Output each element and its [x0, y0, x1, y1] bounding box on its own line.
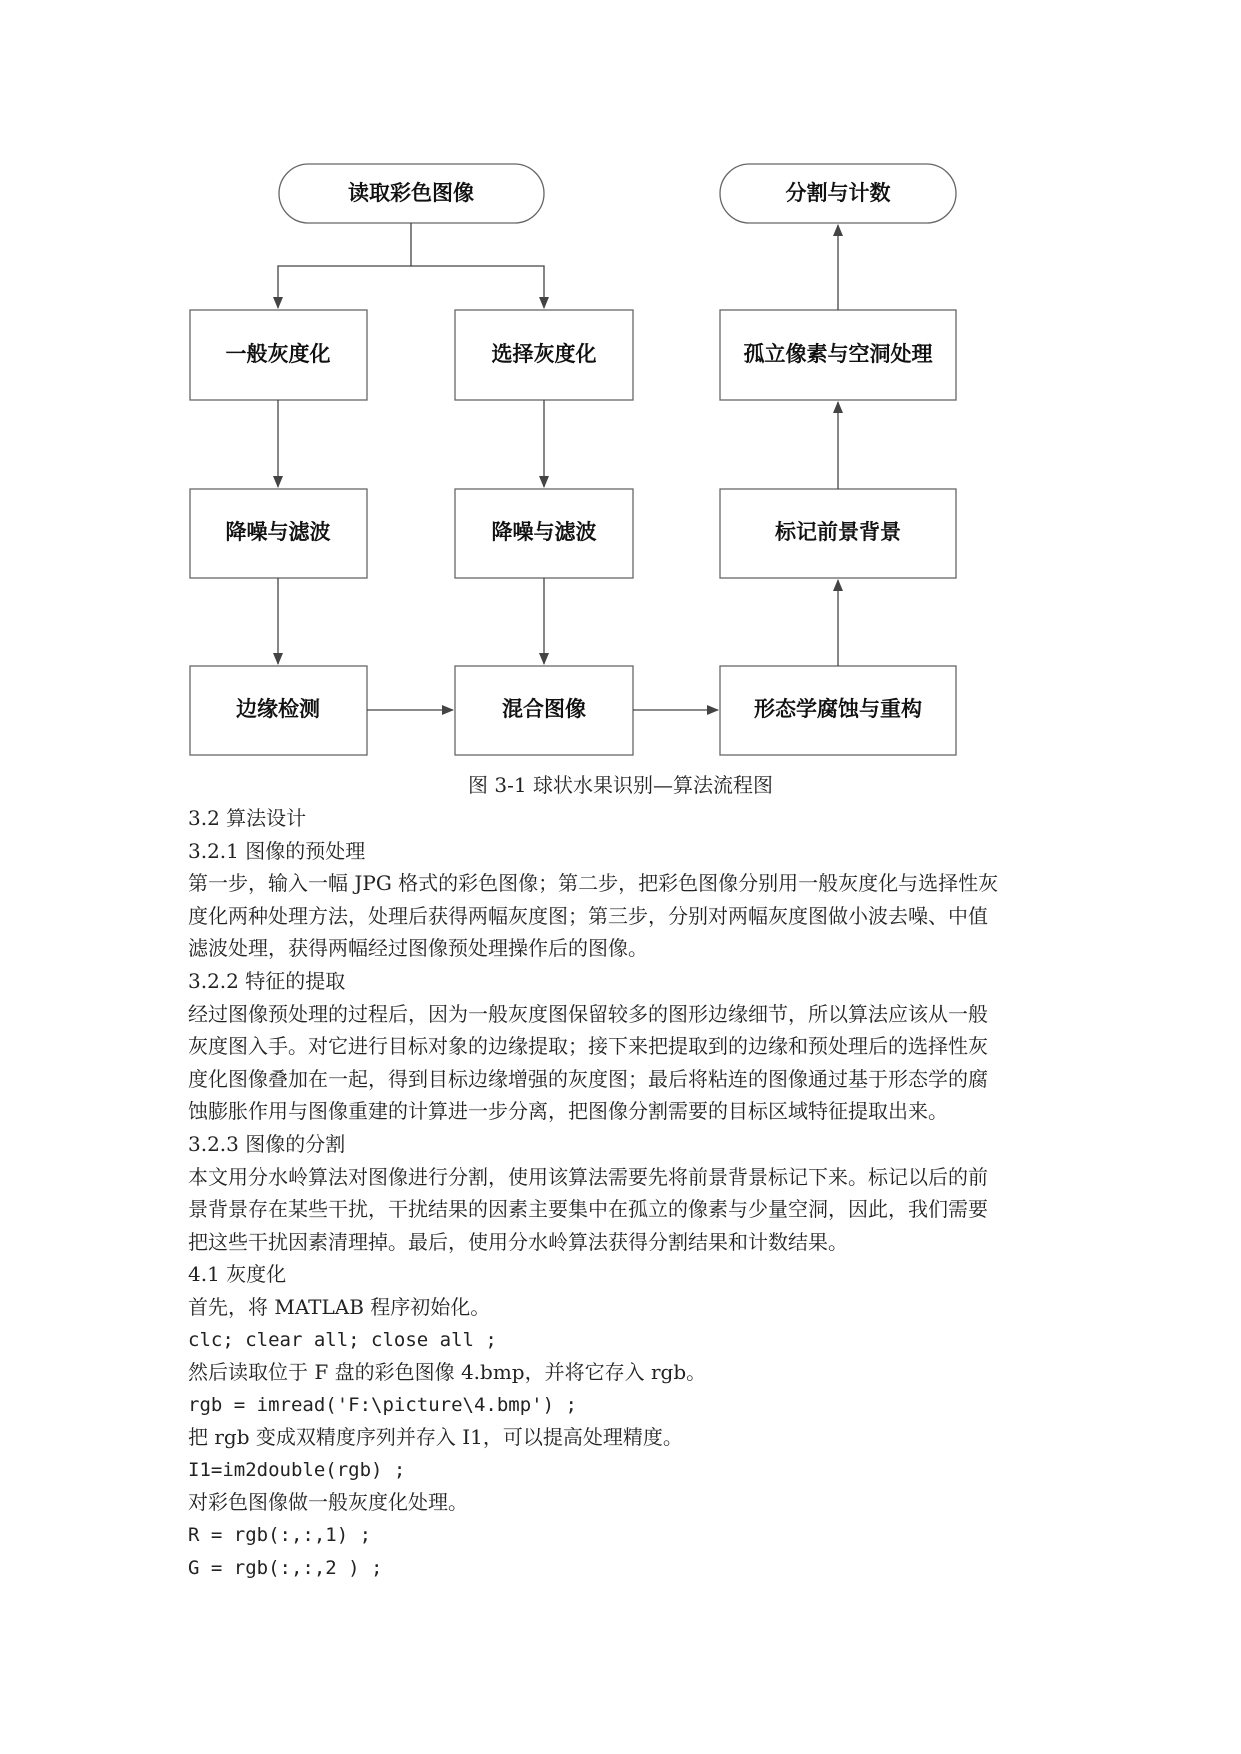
heading-3-2-1: 3.2.1 图像的预处理 [188, 838, 366, 863]
algorithm-flowchart [0, 0, 1241, 780]
node-morphology-label: 形态学腐蚀与重构 [754, 697, 922, 721]
paragraph-preprocess-line: 度化两种处理方法，处理后获得两幅灰度图；第三步，分别对两幅灰度图做小波去噪、中值 [188, 903, 988, 928]
paragraph-feature-line: 灰度图入手。对它进行目标对象的边缘提取；接下来把提取到的边缘和预处理后的选择性灰 [188, 1034, 988, 1059]
node-denoise-mid-label: 降噪与滤波 [491, 520, 597, 544]
paragraph-preprocess-line: 第一步，输入一幅 JPG 格式的彩色图像；第二步，把彩色图像分别用一般灰度化与选择性灰 [188, 871, 999, 896]
node-mix-image-label: 混合图像 [502, 697, 586, 721]
node-general-gray-label: 一般灰度化 [225, 342, 331, 366]
node-edge-detect-label: 边缘检测 [236, 697, 320, 721]
heading-3-2-2: 3.2.2 特征的提取 [188, 968, 346, 993]
paragraph-preprocess-line: 滤波处理，获得两幅经过图像预处理操作后的图像。 [188, 936, 648, 961]
code-line-red: R = rgb(:,:,1) ; [188, 1524, 372, 1547]
code-line-init: clc; clear all; close all ; [188, 1328, 497, 1351]
paragraph-segment-line: 景背景存在某些干扰，干扰结果的因素主要集中在孤立的像素与少量空洞，因此，我们需要 [188, 1197, 988, 1222]
connector-read-select [411, 266, 544, 308]
heading-3-2: 3.2 算法设计 [188, 806, 307, 830]
node-select-gray-label: 选择灰度化 [491, 342, 597, 366]
node-denoise-left-label: 降噪与滤波 [225, 520, 331, 544]
text-init: 首先，将 MATLAB 程序初始化。 [188, 1294, 491, 1319]
figure-caption: 图 3-1 球状水果识别—算法流程图 [468, 773, 773, 797]
heading-4-1: 4.1 灰度化 [188, 1262, 287, 1287]
paragraph-segment-line: 把这些干扰因素清理掉。最后，使用分水岭算法获得分割结果和计数结果。 [188, 1229, 848, 1254]
text-read-image: 然后读取位于 F 盘的彩色图像 4.bmp，并将它存入 rgb。 [188, 1360, 707, 1385]
code-line-im2double: I1=im2double(rgb) ; [188, 1458, 406, 1481]
text-double: 把 rgb 变成双精度序列并存入 I1，可以提高处理精度。 [188, 1425, 683, 1450]
node-isolated-pixels-label: 孤立像素与空洞处理 [743, 342, 933, 366]
text-gray: 对彩色图像做一般灰度化处理。 [188, 1490, 468, 1515]
heading-3-2-3: 3.2.3 图像的分割 [188, 1131, 346, 1156]
code-line-imread: rgb = imread('F:\picture\4.bmp') ; [188, 1393, 577, 1416]
code-line-green: G = rgb(:,:,2 ) ; [188, 1556, 383, 1579]
paragraph-feature-line: 度化图像叠加在一起，得到目标边缘增强的灰度图；最后将粘连的图像通过基于形态学的腐 [188, 1066, 988, 1091]
node-mark-fg-bg-label: 标记前景背景 [775, 520, 901, 544]
document-body [188, 802, 1068, 1584]
node-read-image-label: 读取彩色图像 [348, 181, 474, 205]
paragraph-feature-line: 蚀膨胀作用与图像重建的计算进一步分离，把图像分割需要的目标区域特征提取出来。 [188, 1099, 948, 1124]
connector-read-split [278, 223, 411, 308]
paragraph-feature-line: 经过图像预处理的过程后，因为一般灰度图保留较多的图形边缘细节，所以算法应该从一般 [188, 1001, 988, 1026]
paragraph-segment-line: 本文用分水岭算法对图像进行分割，使用该算法需要先将前景背景标记下来。标记以后的前 [188, 1164, 988, 1189]
node-segment-count-label: 分割与计数 [785, 181, 891, 205]
